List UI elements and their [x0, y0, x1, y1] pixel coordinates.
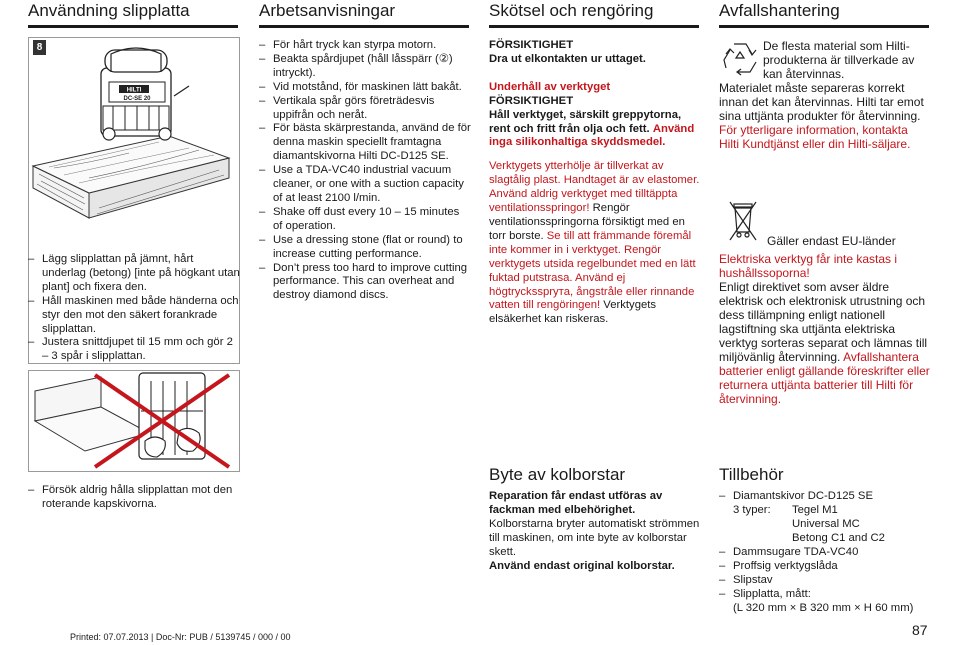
- accessory-item: – Slipstav: [719, 574, 931, 588]
- carbon-brush-title: Byte av kolborstar: [489, 465, 626, 484]
- wheelie-bin-crossed-icon: [726, 198, 760, 244]
- housing-paragraph: Verktygets ytterhölje är tillverkat av slagtålig plast. Handtaget är av elastomer.: [489, 160, 700, 187]
- brand-logo: HILTI: [126, 87, 142, 94]
- instruction-item: – För bästa skärprestanda, använd de för denna maskin speciellt framtagna diamantskivorna Hilti DC-D125 SE.: [259, 122, 471, 164]
- eu-directive-text: Enligt direktivet som avser äldre elektrisk och elektronisk utrustning och dess tillämpning enligt nationell lagstiftning ska uttjänta elektriska verktyg sorteras separat och lämnas till miljövänlig återvinning.: [719, 280, 928, 364]
- print-footer: Printed: 07.07.2013 | Doc-Nr: PUB / 5139745 / 000 / 00: [70, 632, 291, 642]
- instruction-item: – Vertikala spår görs företrädesvis uppifrån och neråt.: [259, 95, 471, 123]
- caution-text: Dra ut elkontakten ur uttaget.: [489, 52, 646, 65]
- figure-number-badge: 8: [33, 40, 46, 55]
- accessories-title: Tillbehör: [719, 465, 784, 484]
- usage-warning: [28, 484, 240, 512]
- header-rule: [28, 25, 238, 28]
- vent-cleaning: Rengör ventilationsspringorna försiktigt med en torr borste.: [489, 202, 685, 242]
- caution-title: FÖRSIKTIGHET: [489, 39, 574, 51]
- carbon-brush-section: [489, 490, 703, 573]
- instruction-item: – För hårt tryck kan styrpa motorn.: [259, 39, 471, 53]
- type-item: Universal MC: [792, 517, 860, 530]
- accessory-item: – Dammsugare TDA-VC40: [719, 546, 931, 560]
- battery-disposal-text: Avfallshantera batterier enligt gällande föreskrifter eller returnera uttjänta batterier till Hilti för återvinning.: [719, 350, 930, 406]
- care-section: [489, 39, 703, 327]
- machine-on-plate-illustration: [29, 38, 238, 248]
- header-rule: [259, 25, 469, 28]
- section-header-instructions: Arbetsanvisningar: [259, 1, 396, 20]
- usage-step: – Håll maskinen med både händerna och styr den mot den säkert forankrade slipplattan.: [28, 295, 240, 337]
- maintenance-title: Underhåll av verktyget: [489, 80, 611, 93]
- carbon-brush-original: Använd endast original kolborstar.: [489, 559, 675, 572]
- warning-text: – Försök aldrig hålla slipplattan mot den roterande kapskivorna.: [28, 484, 240, 512]
- forbidden-handheld-illustration: [29, 371, 238, 469]
- recycle-text-2: Materialet måste separeras korrekt innan det kan återvinnas. Hilti tar emot sina uttjänta produkter för återvinning.: [719, 81, 924, 123]
- caution-text: Håll verktyget, särskilt greppytorna, rent och fritt från olja och fett.: [489, 108, 682, 135]
- instruction-item: – Don’t press too hard to improve cutting performance. This can overheat and destroy diamond discs.: [259, 262, 471, 304]
- type-item: Tegel M1: [792, 503, 838, 516]
- caution-text-red: Använd inga silikonhaltiga skyddsmedel.: [489, 122, 695, 149]
- instruction-item: – Use a TDA-VC40 industrial vacuum cleaner, or one with a suction capacity of at least 2100 l/min.: [259, 164, 471, 206]
- carbon-brush-text: Kolborstarna bryter automatiskt strömmen till maskinen, om inte byte av kolborstar skett.: [489, 517, 700, 558]
- accessories-list: [719, 490, 931, 615]
- usage-step: – Lägg slipplattan på jämnt, hårt underlag (betong) [inte på högkant utan plant] och fixera den.: [28, 253, 240, 295]
- accessory-item: – Diamantskivor DC-D125 SE: [719, 490, 931, 504]
- cleaning-text: Se till att främmande föremål inte kommer in i verktyget. Rengör verktygets utsida regelbundet med en lätt fuktad putstrasa. Använd ej högtryckssprута, ångstråle eller rinnande vatten till rengöringen!: [489, 229, 696, 312]
- accessory-item: – Slipplatta, mått:: [719, 588, 931, 602]
- header-rule: [489, 25, 699, 28]
- machine-label: DC-SE 20: [123, 96, 151, 102]
- type-item: Betong C1 and C2: [792, 531, 885, 544]
- instruction-list: [259, 39, 471, 303]
- contact-text: För ytterligare information, kontakta Hilti Kundtjänst eller din Hilti-säljare.: [719, 123, 911, 151]
- types-label: 3 typer:: [733, 503, 771, 516]
- electrical-safety: Verktygets elsäkerhet kan riskeras.: [489, 299, 657, 326]
- accessory-item: – Proffsig verktygslåda: [719, 560, 931, 574]
- eu-household-warning: Elektriska verktyg får inte kastas i hushållssoporna!: [719, 252, 898, 280]
- header-rule: [719, 25, 929, 28]
- instruction-item: – Beakta spårdjupet (håll låsspärr (②) intryckt).: [259, 53, 471, 81]
- instruction-item: – Vid motstånd, för maskinen lätt bakåt.: [259, 81, 471, 95]
- caution-title: FÖRSIKTIGHET: [489, 94, 574, 107]
- usage-step: – Justera snittdjupet til 15 mm och gör 2 – 3 spår i slipplattan.: [28, 336, 240, 364]
- eu-section: [719, 252, 931, 406]
- disposal-section: [719, 39, 931, 151]
- disc-types: [719, 504, 931, 546]
- page-number: 87: [912, 622, 928, 638]
- section-header-disposal: Avfallshantering: [719, 1, 840, 20]
- section-header-care: Skötsel och rengöring: [489, 1, 654, 20]
- vent-warning: Använd aldrig verktyget med tilltäppta ventilationsspringor!: [489, 188, 678, 215]
- plate-dimensions: (L 320 mm × B 320 mm × H 60 mm): [733, 601, 914, 614]
- instruction-item: – Shake off dust every 10 – 15 minutes of operation.: [259, 206, 471, 234]
- section-header-usage: Användning slipplatta: [28, 1, 190, 20]
- instruction-item: – Use a dressing stone (flat or round) to increase cutting performance.: [259, 234, 471, 262]
- usage-steps: [28, 253, 240, 364]
- eu-only-label: Gäller endast EU-länder: [767, 234, 896, 248]
- recycle-text: De flesta material som Hilti-produkterna är tillverkade av kan återvinnas.: [763, 39, 915, 81]
- carbon-brush-note: Reparation får endast utföras av fackman med elbehörighet.: [489, 490, 663, 516]
